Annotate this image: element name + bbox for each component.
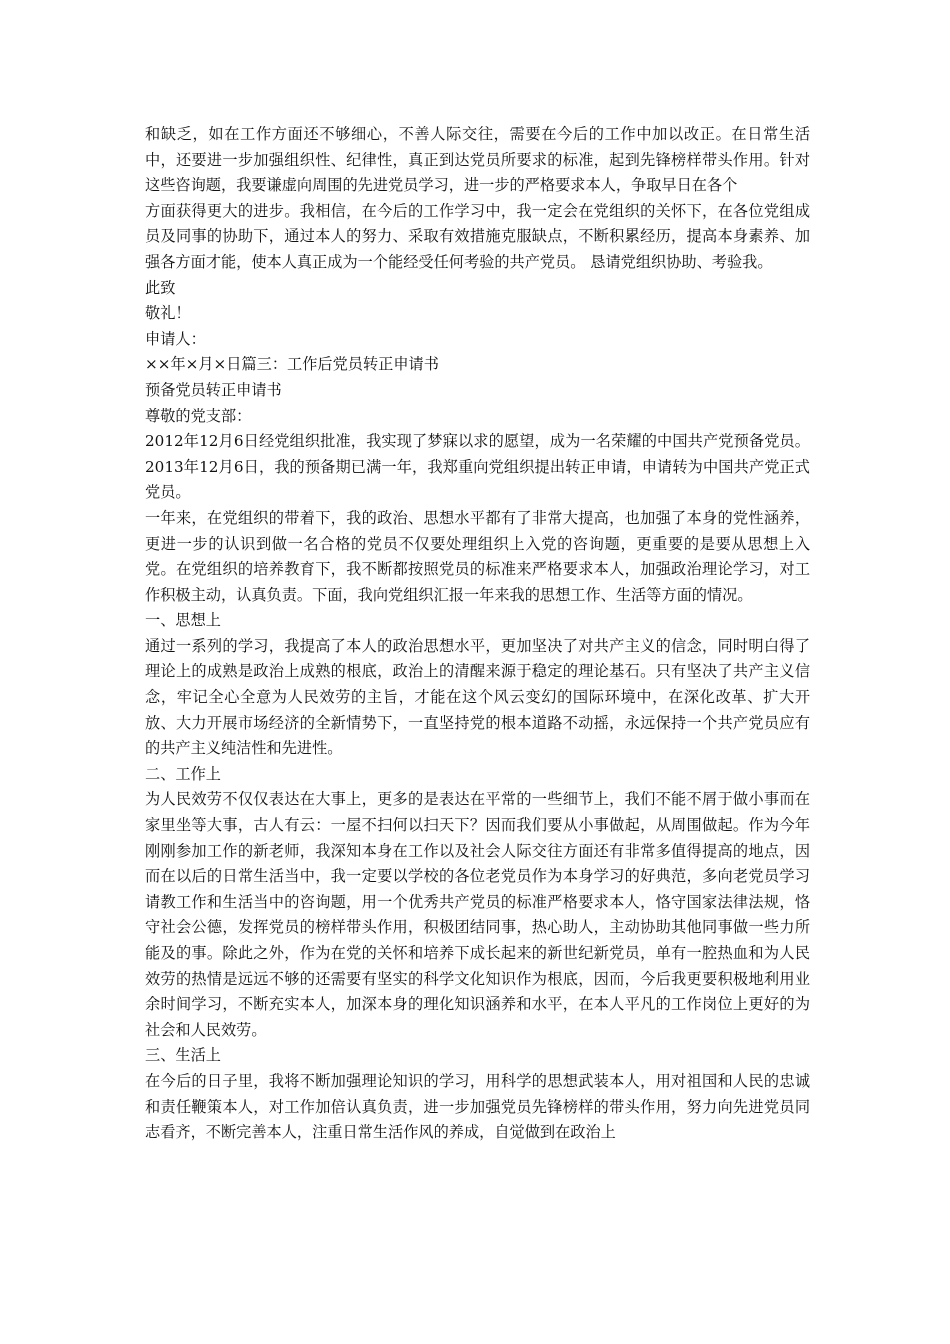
letter-greeting: 尊敬的党支部： <box>145 406 252 425</box>
date-and-section-title: ××年×月×日篇三：工作后党员转正申请书 <box>145 355 439 374</box>
applicant-line: 申请人： <box>145 329 206 348</box>
paragraph-shortcomings: 和缺乏，如在工作方面还不够细心，不善人际交往，需要在今后的工作中加以改正。在日常生活中，还要进一步加强组织性、纪律性，真正到达党员所要求的标准，起到先锋榜样带头作用。针对这些咨询题，我要谦虚向周围的先进党员学习，进一步的严格要求本人，争取早日在各个 <box>145 125 810 195</box>
closing-salutation: 此致 <box>145 278 176 297</box>
paragraph-intro: 2012年12月6日经党组织批准，我实现了梦寐以求的愿望，成为一名荣耀的中国共产党预备党员。2013年12月6日，我的预备期已满一年，我郑重向党组织提出转正申请，申请转为中国共产党正式党员。 <box>145 432 810 502</box>
document-page <box>145 122 810 1146</box>
paragraph-work: 为人民效劳不仅仅表达在大事上，更多的是表达在平常的一些细节上，我们不能不屑于做小事而在家里坐等大事，古人有云：一屋不扫何以扫天下？因而我们要从小事做起，从周围做起。作为今年刚刚参加工作的新老师，我深知本身在工作以及社会人际交往方面还有非常多值得提高的地点，因而在以后的日常生活当中，我一定要以学校的各位老党员作为本身学习的好典范，多向老党员学习请教工作和生活当中的咨询题，用一个优秀共产党员的标准严格要求本人，恪守国家法律法规，恪守社会公德，发挥党员的榜样带头作用，积极团结同事，热心助人，主动协助其他同事做一些力所能及的事。除此之外，作为在党的关怀和培养下成长起来的新世纪新党员，单有一腔热血和为人民效劳的热情是远远不够的还需要有坚实的科学文化知识作为根底，因而，今后我更要积极地利用业余时间学习，不断充实本人，加深本身的理化知识涵养和水平，在本人平凡的工作岗位上更好的为社会和人民效劳。 <box>145 790 810 1039</box>
paragraph-life: 在今后的日子里，我将不断加强理论知识的学习，用科学的思想武装本人，用对祖国和人民的忠诚和责任鞭策本人，对工作加倍认真负责，进一步加强党员先锋榜样的带头作用，努力向先进党员同志看齐，不断完善本人，注重日常生活作风的养成，自觉做到在政治上 <box>145 1071 810 1142</box>
closing-regards: 敬礼！ <box>145 304 191 323</box>
paragraph-year-review: 一年来，在党组织的带着下，我的政治、思想水平都有了非常大提高，也加强了本身的党性涵养，更进一步的认识到做一名合格的党员不仅要处理组织上入党的咨询题，更重要的是要从思想上入党。在党组织的培养教育下，我不断都按照党员的标准来严格要求本人，加强政治理论学习，对工作积极主动，认真负责。下面，我向党组织汇报一年来我的思想工作、生活等方面的情况。 <box>145 508 810 604</box>
heading-work: 二、工作上 <box>145 764 221 783</box>
letter-title: 预备党员转正申请书 <box>145 380 282 399</box>
heading-thought: 一、思想上 <box>145 611 221 630</box>
paragraph-thought: 通过一系列的学习，我提高了本人的政治思想水平，更加坚决了对共产主义的信念，同时明白得了理论上的成熟是政治上成熟的根底，政治上的清醒来源于稳定的理论基石。只有坚决了共产主义信念，牢记全心全意为人民效劳的主旨，才能在这个风云变幻的国际环境中，在深化改革、扩大开放、大力开展市场经济的全新情势下，一直坚持党的根本道路不动摇，永远保持一个共产党员应有的共产主义纯洁性和先进性。 <box>145 636 810 758</box>
paragraph-progress: 方面获得更大的进步。我相信，在今后的工作学习中，我一定会在党组织的关怀下，在各位党组成员及同事的协助下，通过本人的努力、采取有效措施克服缺点，不断积累经历，提高本身素养、加强各方面才能，使本人真正成为一个能经受任何考验的共产党员。 恳请党组织协助、考验我。 <box>145 201 810 271</box>
heading-life: 三、生活上 <box>145 1046 221 1065</box>
